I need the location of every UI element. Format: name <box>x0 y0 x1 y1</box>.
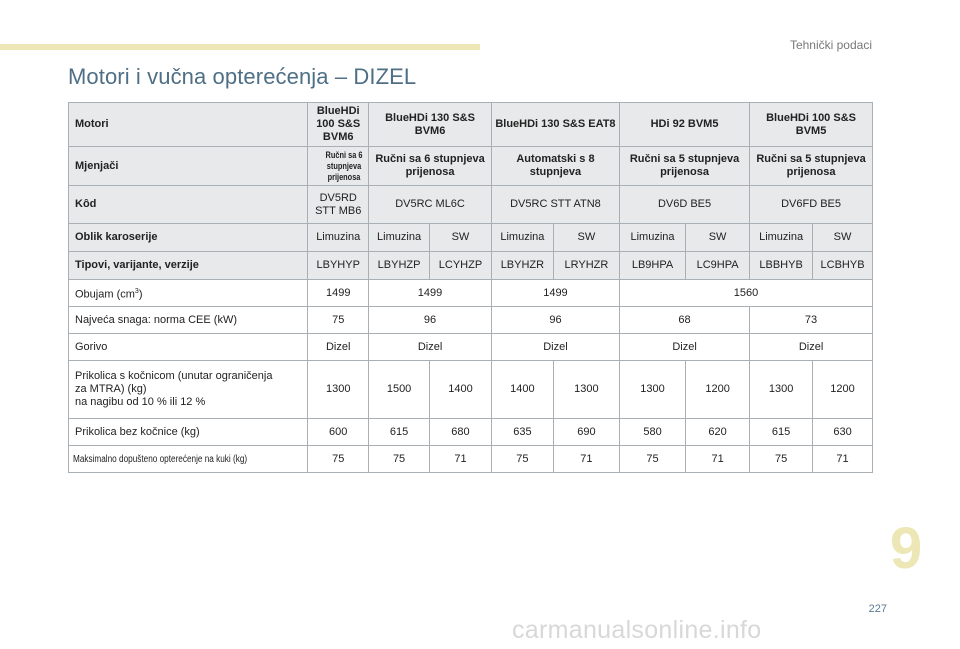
hitch-load-cell: 71 <box>553 446 619 473</box>
code-cell: DV5RD STT MB6 <box>308 186 369 224</box>
row-obujam <box>69 280 873 307</box>
gearbox-text: Ručni sa 6 stupnjeva prijenosa <box>325 149 363 182</box>
trailer-braked-cell: 1300 <box>619 361 685 419</box>
body-shape-cell: Limuzina <box>308 224 369 252</box>
row-tipovi <box>69 252 873 280</box>
volume-cell: 1499 <box>491 280 619 307</box>
gearbox-cell: Ručni sa 6 stupnjeva prijenosa <box>369 147 492 186</box>
engine-cell: BlueHDi 130 S&S BVM6 <box>369 103 492 147</box>
trailer-braked-cell: 1200 <box>686 361 750 419</box>
trailer-braked-cell: 1300 <box>750 361 813 419</box>
trailer-unbraked-cell: 615 <box>369 419 430 446</box>
gearbox-cell: Ručni sa 5 stupnjeva prijenosa <box>750 147 873 186</box>
row-label <box>69 361 308 419</box>
body-shape-cell: SW <box>553 224 619 252</box>
trailer-braked-cell: 1300 <box>553 361 619 419</box>
page-number: 227 <box>868 603 887 615</box>
kuka-label: Maksimalno dopušteno opterećenje na kuki (kg) <box>73 453 248 465</box>
hitch-load-cell: 75 <box>308 446 369 473</box>
row-label <box>69 280 308 307</box>
chapter-number: 9 <box>890 516 923 581</box>
row-bez-kocnice <box>69 419 873 446</box>
row-label: Najveća snaga: norma CEE (kW) <box>69 307 308 334</box>
body-shape-cell: Limuzina <box>619 224 685 252</box>
trailer-braked-cell: 1300 <box>308 361 369 419</box>
power-cell: 75 <box>308 307 369 334</box>
obujam-label: Obujam (cm <box>75 288 135 301</box>
fuel-cell: Dizel <box>369 334 492 361</box>
body-shape-cell: SW <box>813 224 873 252</box>
power-cell: 68 <box>619 307 749 334</box>
watermark: carmanualsonline.info <box>512 616 762 644</box>
type-cell: LB9HPA <box>619 252 685 280</box>
fuel-cell: Dizel <box>491 334 619 361</box>
row-kod <box>69 186 873 224</box>
type-cell: LRYHZR <box>553 252 619 280</box>
trailer-braked-cell: 1500 <box>369 361 430 419</box>
body-shape-cell: Limuzina <box>491 224 553 252</box>
gearbox-cell <box>308 147 369 186</box>
code-cell: DV5RC ML6C <box>369 186 492 224</box>
body-shape-cell: SW <box>430 224 492 252</box>
trailer-unbraked-cell: 600 <box>308 419 369 446</box>
type-cell: LBBHYB <box>750 252 813 280</box>
row-label: Motori <box>69 103 308 147</box>
volume-cell: 1499 <box>308 280 369 307</box>
gearbox-cell: Automatski s 8 stupnjeva <box>491 147 619 186</box>
trailer-braked-cell: 1200 <box>813 361 873 419</box>
power-cell: 73 <box>750 307 873 334</box>
fuel-cell: Dizel <box>308 334 369 361</box>
volume-cell: 1499 <box>369 280 492 307</box>
hitch-load-cell: 75 <box>619 446 685 473</box>
gearbox-cell: Ručni sa 5 stupnjeva prijenosa <box>619 147 749 186</box>
trailer-unbraked-cell: 630 <box>813 419 873 446</box>
fuel-cell: Dizel <box>750 334 873 361</box>
power-cell: 96 <box>491 307 619 334</box>
row-mjenjaci <box>69 147 873 186</box>
code-cell: DV6FD BE5 <box>750 186 873 224</box>
trailer-unbraked-cell: 690 <box>553 419 619 446</box>
trailer-unbraked-cell: 615 <box>750 419 813 446</box>
obujam-sup: 3 <box>134 287 139 295</box>
hitch-load-cell: 71 <box>430 446 492 473</box>
prikolica-label-2: za MTRA) (kg) <box>75 383 147 395</box>
row-prikolica <box>69 361 873 419</box>
row-label <box>69 446 308 473</box>
body-shape-cell: Limuzina <box>750 224 813 252</box>
body-shape-cell: SW <box>686 224 750 252</box>
hitch-load-cell: 75 <box>491 446 553 473</box>
section-header: Tehnički podaci <box>789 38 872 52</box>
type-cell: LBYHYP <box>308 252 369 280</box>
hitch-load-cell: 75 <box>750 446 813 473</box>
hitch-load-cell: 71 <box>813 446 873 473</box>
row-label: Oblik karoserije <box>69 224 308 252</box>
engine-cell: BlueHDi 100 S&S BVM6 <box>308 103 369 147</box>
type-cell: LCYHZP <box>430 252 492 280</box>
trailer-unbraked-cell: 620 <box>686 419 750 446</box>
hitch-load-cell: 75 <box>369 446 430 473</box>
trailer-braked-cell: 1400 <box>430 361 492 419</box>
trailer-unbraked-cell: 580 <box>619 419 685 446</box>
row-label: Prikolica bez kočnice (kg) <box>69 419 308 446</box>
type-cell: LBYHZP <box>369 252 430 280</box>
page-title: Motori i vučna opterećenja – DIZEL <box>68 64 417 89</box>
row-label: Gorivo <box>69 334 308 361</box>
row-label: Tipovi, varijante, verzije <box>69 252 308 280</box>
type-cell: LC9HPA <box>686 252 750 280</box>
obujam-close: ) <box>138 288 143 301</box>
prikolica-label-1: Prikolica s kočnicom (unutar ograničenja <box>75 370 273 382</box>
power-cell: 96 <box>369 307 492 334</box>
row-motori <box>69 103 873 147</box>
hitch-load-cell: 71 <box>686 446 750 473</box>
code-cell: DV5RC STT ATN8 <box>491 186 619 224</box>
engine-cell: BlueHDi 100 S&S BVM5 <box>750 103 873 147</box>
engine-cell: BlueHDi 130 S&S EAT8 <box>491 103 619 147</box>
volume-cell: 1560 <box>619 280 872 307</box>
type-cell: LCBHYB <box>813 252 873 280</box>
row-kuka <box>69 446 873 473</box>
top-accent-bar <box>0 44 480 50</box>
engine-spec-table <box>68 102 873 473</box>
row-label: Mjenjači <box>69 147 308 186</box>
trailer-unbraked-cell: 635 <box>491 419 553 446</box>
type-cell: LBYHZR <box>491 252 553 280</box>
fuel-cell: Dizel <box>619 334 749 361</box>
row-label: Kôd <box>69 186 308 224</box>
trailer-braked-cell: 1400 <box>491 361 553 419</box>
body-shape-cell: Limuzina <box>369 224 430 252</box>
engine-cell: HDi 92 BVM5 <box>619 103 749 147</box>
row-snaga <box>69 307 873 334</box>
code-cell: DV6D BE5 <box>619 186 749 224</box>
prikolica-label-3: na nagibu od 10 % ili 12 % <box>75 396 206 408</box>
row-gorivo <box>69 334 873 361</box>
row-oblik <box>69 224 873 252</box>
trailer-unbraked-cell: 680 <box>430 419 492 446</box>
